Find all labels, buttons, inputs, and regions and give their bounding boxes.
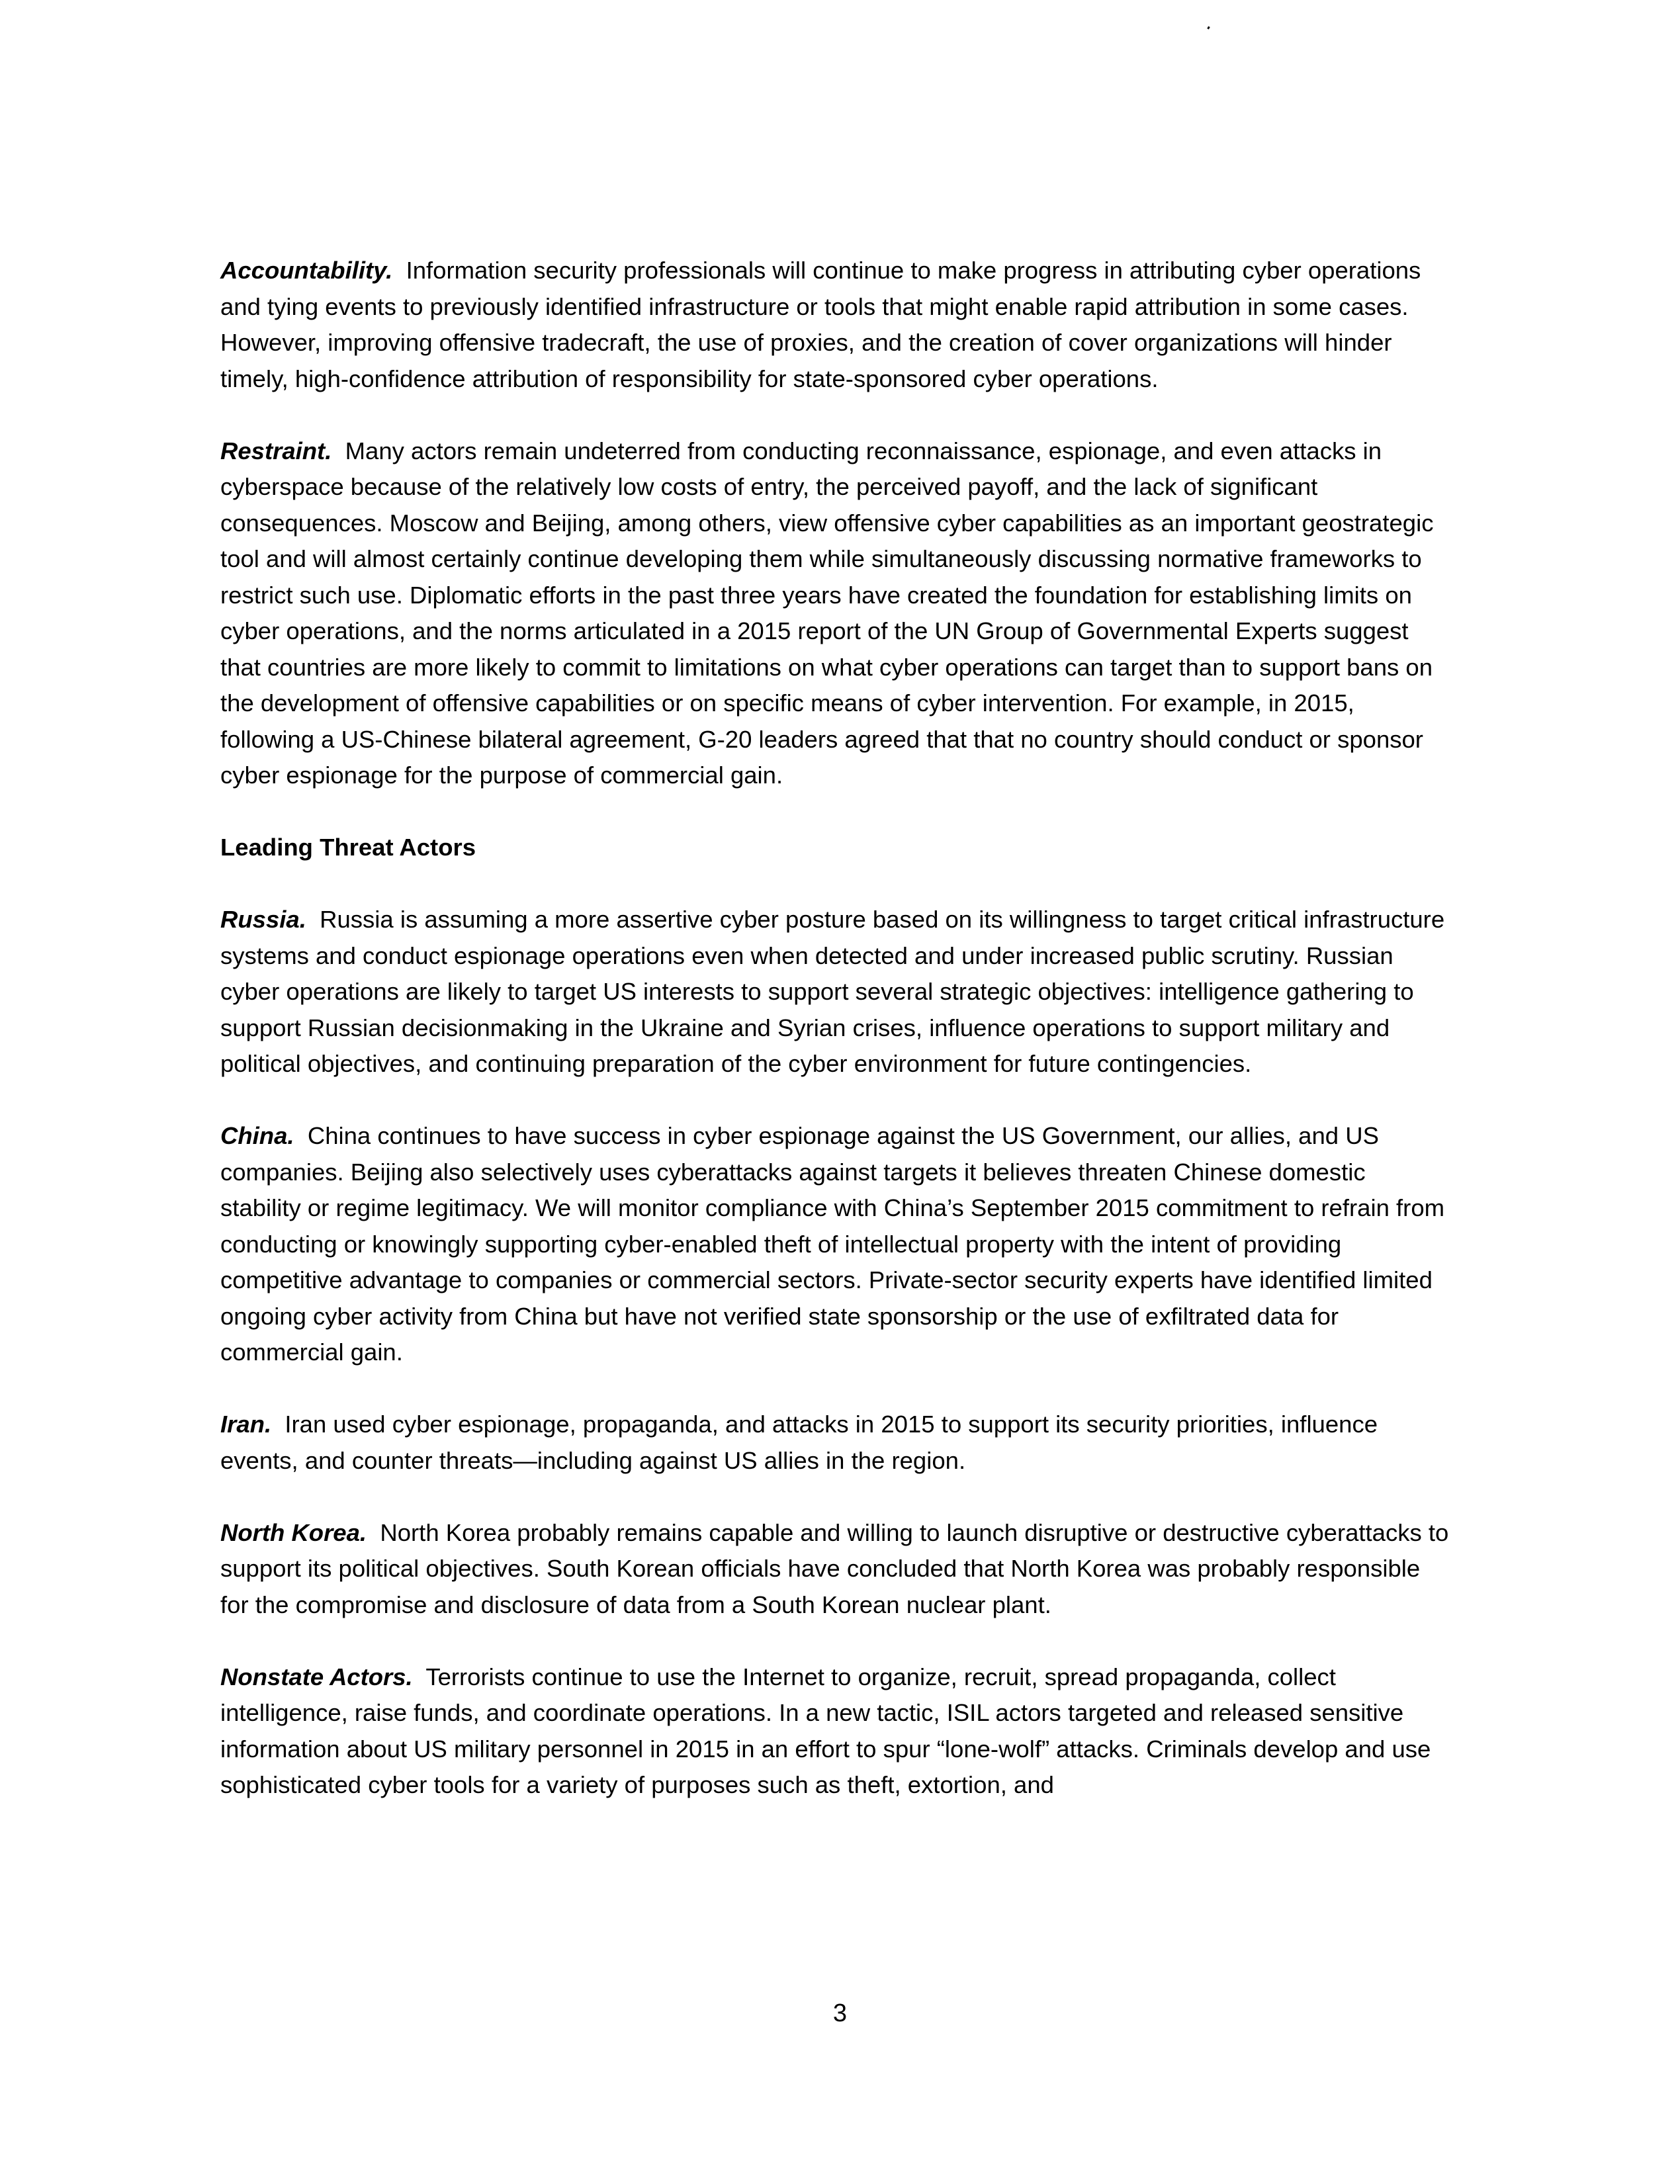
paragraph-lead: Iran.: [220, 1411, 272, 1438]
paragraph-lead: Russia.: [220, 906, 306, 933]
paragraph-lead: Restraint.: [220, 437, 332, 464]
paragraph-lead: Accountability.: [220, 257, 393, 284]
paragraph-nonstate-actors: [220, 1659, 1451, 1804]
scan-artifact: [1207, 26, 1210, 30]
document-body: [220, 253, 1451, 1839]
paragraph-lead: China.: [220, 1122, 294, 1149]
paragraph-iran: [220, 1407, 1451, 1479]
paragraph-text: Many actors remain undeterred from conducting reconnaissance, espionage, and even attacks in cyberspace because of the relatively low costs of entry, the perceived payoff, and the lack of significant consequences. Moscow and Beijing, among others, view offensive cyber capabilities as an important geostrategic tool and will almost certainly continue developing them while simultaneously discussing normative frameworks to restrict such use. Diplomatic efforts in the past three years have created the foundation for establishing limits on cyber operations, and the norms articulated in a 2015 report of the UN Group of Governmental Experts suggest that countries are more likely to commit to limitations on what cyber operations can target than to support bans on the development of offensive capabilities or on specific means of cyber intervention. For example, in 2015, following a US-Chinese bilateral agreement, G-20 leaders agreed that that no country should conduct or sponsor cyber espionage for the purpose of commercial gain.: [220, 437, 1434, 789]
page-number: 3: [832, 1999, 848, 2027]
paragraph-north-korea: [220, 1515, 1451, 1624]
paragraph-restraint: [220, 433, 1451, 794]
paragraph-accountability: [220, 253, 1451, 397]
paragraph-lead: North Korea.: [220, 1518, 367, 1546]
paragraph-text: North Korea probably remains capable and willing to launch disruptive or destructive cyberattacks to support its political objectives. South Korean officials have concluded that North Korea was probably responsible for the compromise and disclosure of data from a South Korean nuclear plant.: [220, 1518, 1449, 1618]
section-heading: Leading Threat Actors: [220, 834, 476, 861]
paragraph-text: Terrorists continue to use the Internet to organize, recruit, spread propaganda, collect intelligence, raise funds, and coordinate operations. In a new tactic, ISIL actors targeted and released sensitive information about US military personnel in 2015 in an effort to spur “lone-wolf” attacks. Criminals develop and use sophisticated cyber tools for a variety of purposes such as theft, extortion, and: [220, 1663, 1431, 1798]
paragraph-text: China continues to have success in cyber espionage against the US Government, our allies, and US companies. Beijing also selectively uses cyberattacks against targets it believes threaten Chinese domestic stability or regime legitimacy. We will monitor compliance with China’s September 2015 commitment to refrain from conducting or knowingly supporting cyber-enabled theft of intellectual property with the intent of providing competitive advantage to companies or commercial sectors. Private-sector security experts have identified limited ongoing cyber activity from China but have not verified state sponsorship or the use of exfiltrated data for commercial gain.: [220, 1122, 1445, 1366]
paragraph-text: Iran used cyber espionage, propaganda, and attacks in 2015 to support its security priorities, influence events, and counter threats—including against US allies in the region.: [220, 1411, 1378, 1474]
paragraph-russia: [220, 902, 1451, 1082]
paragraph-lead: Nonstate Actors.: [220, 1663, 413, 1690]
paragraph-text: Russia is assuming a more assertive cyber posture based on its willingness to target critical infrastructure systems and conduct espionage operations even when detected and under increased public scrutiny. Russian cyber operations are likely to target US interests to support several strategic objectives: intelligence gathering to support Russian decisionmaking in the Ukraine and Syrian crises, influence operations to support military and political objectives, and continuing preparation of the cyber environment for future contingencies.: [220, 906, 1445, 1077]
paragraph-china: [220, 1118, 1451, 1371]
paragraph-text: Information security professionals will continue to make progress in attributing cyber operations and tying events to previously identified infrastructure or tools that might enable rapid attribution in some cases. However, improving offensive tradecraft, the use of proxies, and the creation of cover organizations will hinder timely, high-confidence attribution of responsibility for state-sponsored cyber operations.: [220, 257, 1421, 392]
